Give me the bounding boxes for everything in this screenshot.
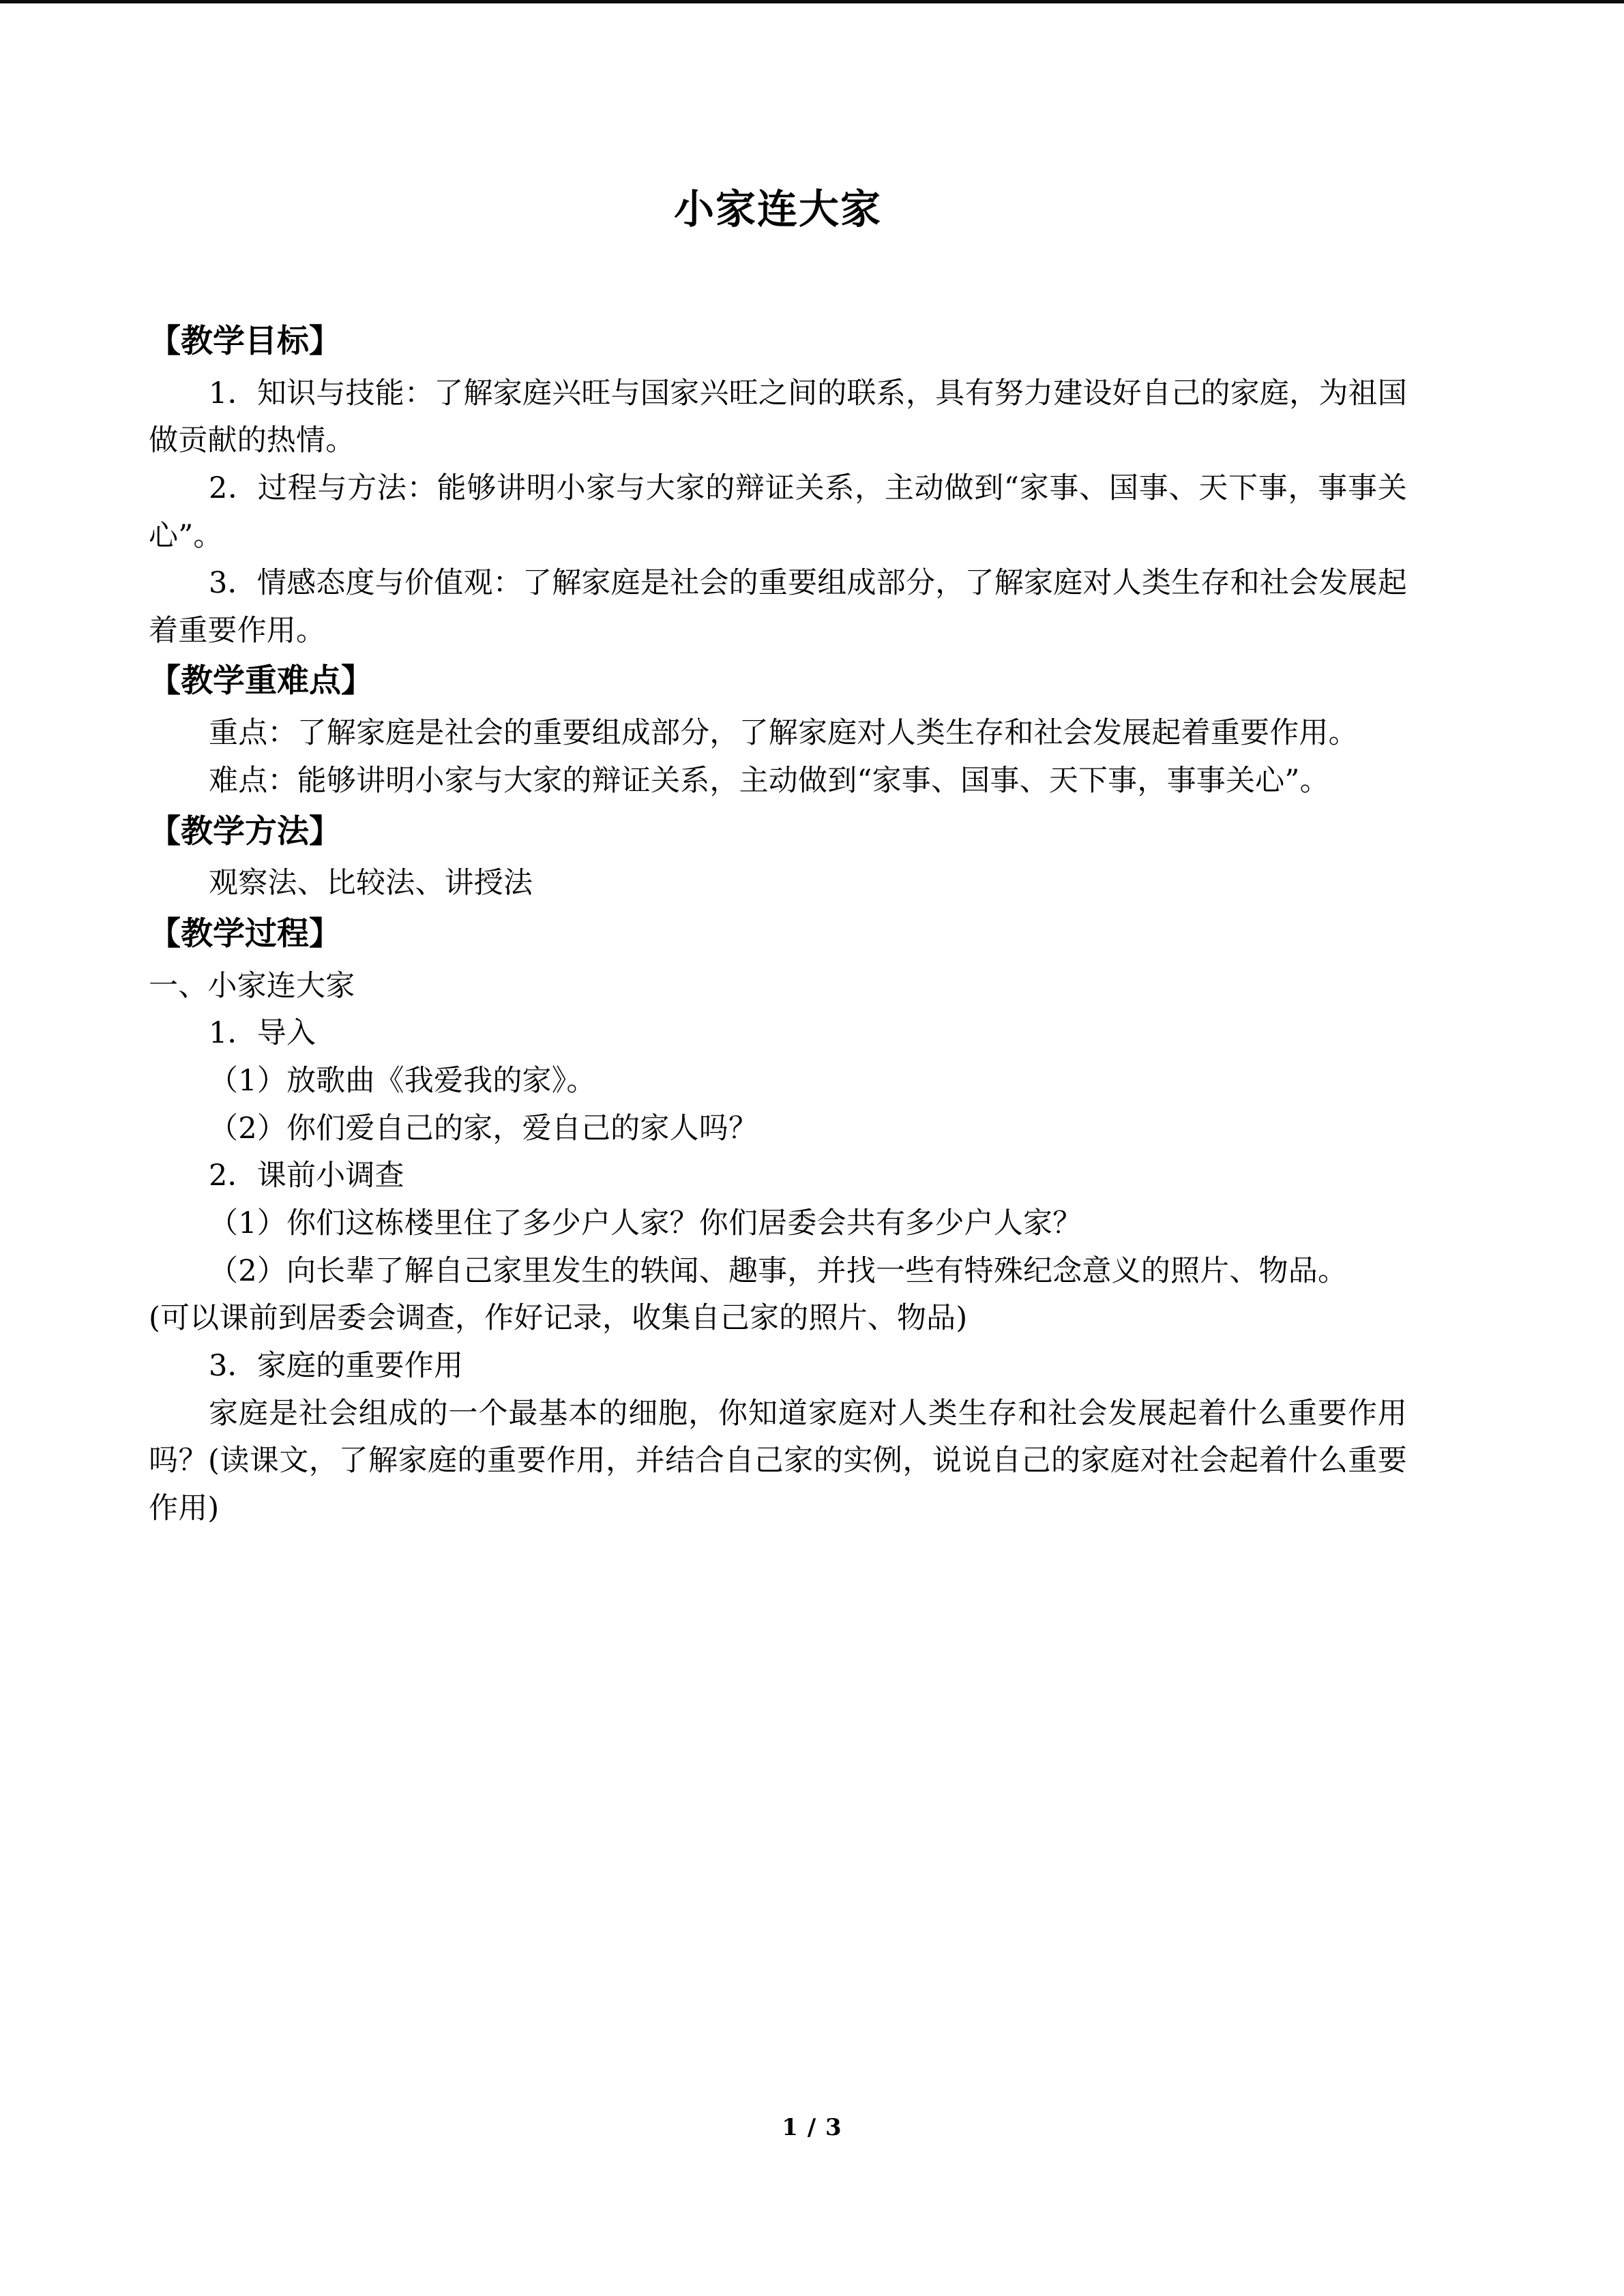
document-content [149,0,1407,1533]
methods-paragraph: 观察法、比较法、讲授法 [209,866,533,901]
process-part-one-title: 一、小家连大家 [149,968,355,1003]
process-step-1-item-2: （2）你们爱自己的家，爱自己的家人吗？ [209,1111,758,1146]
section-heading-process: 【教学过程】 [149,914,341,953]
process-step-2-number: 2．课前小调查 [209,1159,404,1193]
objective-item-3: 3．情感态度与价值观：了解家庭是社会的重要组成部分，了解家庭对人类生存和社会发展起着重要作用。 [149,566,1407,648]
page-number-footer: 1 / 3 [782,2114,842,2141]
section-heading-key-difficult: 【教学重难点】 [149,662,373,700]
difficult-point-paragraph: 难点：能够讲明小家与大家的辩证关系，主动做到“家事、国事、天下事，事事关心”。 [209,763,1329,798]
process-step-2-note: (可以课前到居委会调查，作好记录，收集自己家的照片、物品) [149,1301,968,1336]
spacer [149,955,1407,963]
process-step-3-item-1: 家庭是社会组成的一个最基本的细胞，你知道家庭对人类生存和社会发展起着什么重要作用吗？(读课文，了解家庭的重要作用，并结合自己家的实例，说说自己的家庭对社会起着什么重要作用) [149,1396,1407,1525]
objective-item-2: 2．过程与方法：能够讲明小家与大家的辩证关系，主动做到“家事、国事、天下事，事事关心”。 [149,471,1407,553]
process-step-3-number: 3．家庭的重要作用 [209,1348,464,1383]
process-step-2-item-2: （2）向长辈了解自己家里发生的轶闻、趣事，并找一些有特殊纪念意义的照片、物品。 [209,1253,1348,1288]
process-step-1-item-1: （1）放歌曲《我爱我的家》。 [209,1064,596,1099]
spacer [149,805,1407,812]
process-step-1-number: 1．导入 [209,1016,316,1051]
key-point-paragraph: 重点：了解家庭是社会的重要组成部分，了解家庭对人类生存和社会发展起着重要作用。 [209,716,1358,751]
section-heading-objectives: 【教学目标】 [149,322,341,360]
objective-item-1: 1．知识与技能：了解家庭兴旺与国家兴旺之间的联系，具有努力建设好自己的家庭，为祖国做贡献的热情。 [149,376,1407,458]
section-heading-methods: 【教学方法】 [149,812,341,850]
spacer [149,702,1407,710]
spacer [149,852,1407,860]
spacer [149,234,1407,322]
page-title: 小家连大家 [673,185,882,233]
spacer [149,362,1407,370]
process-step-2-item-1: （1）你们这栋楼里住了多少户人家？你们居委会共有多少户人家？ [209,1206,1082,1240]
spacer [149,908,1407,914]
spacer [149,655,1407,661]
